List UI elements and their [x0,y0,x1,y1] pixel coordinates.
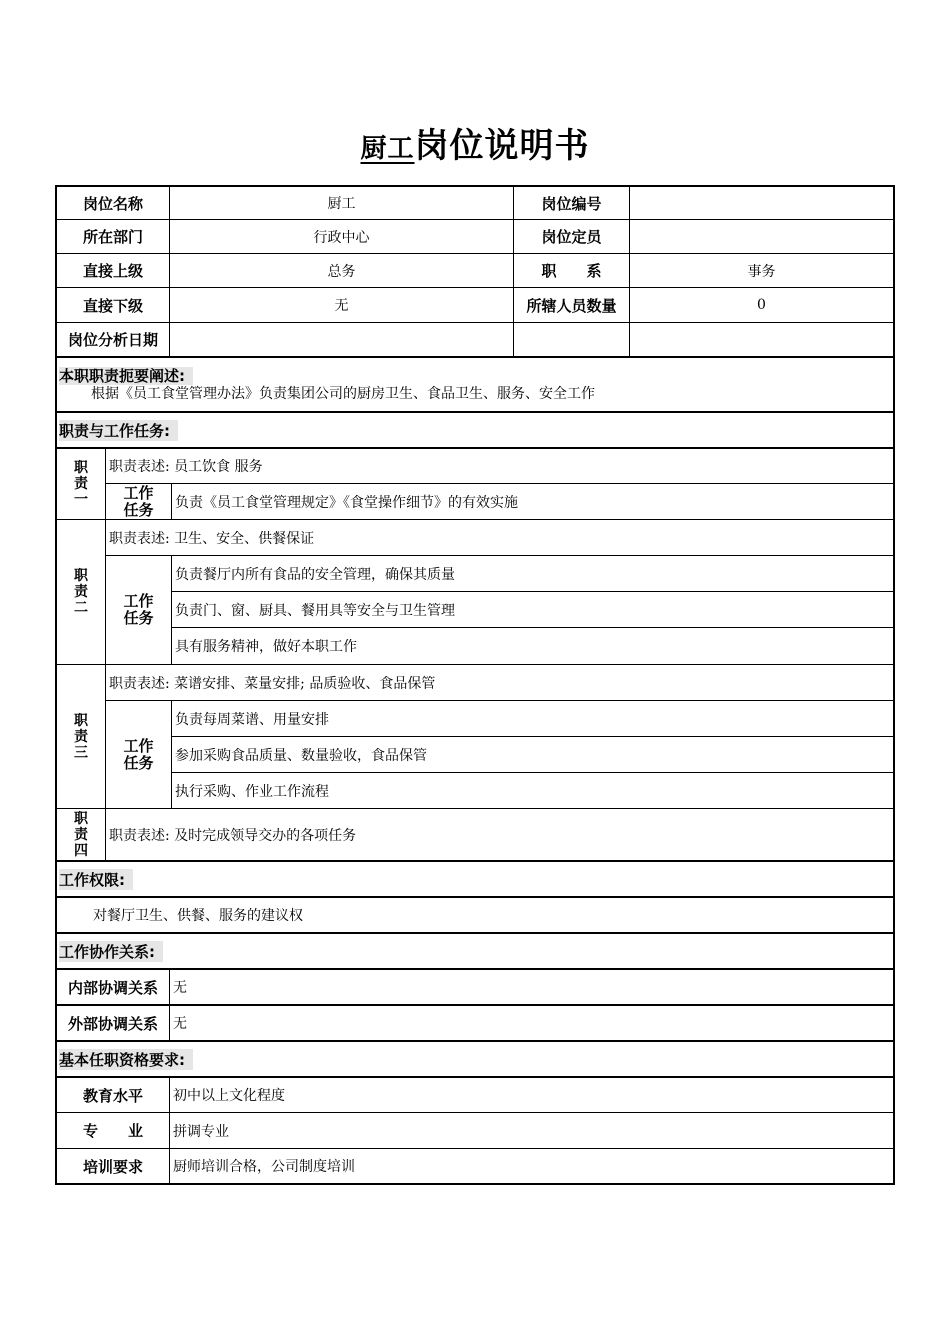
relations-heading: 工作协作关系: [57,934,893,968]
duty-2-task-3: 具有服务精神，做好本职工作 [175,639,357,655]
value-department: 行政中心 [313,229,370,246]
duty-2-task-2: 负责门、窗、厨具、餐用具等安全与卫生管理 [175,602,455,619]
duty-2-statement: 职责表述: 卫生、安全、供餐保证 [109,530,315,547]
duty-3-label: 职 责 三 [74,712,88,761]
duty-1-task-1: 负责《员工食堂管理规定》《食堂操作细节》的有效实施 [175,494,518,511]
authority-heading: 工作权限: [57,862,893,896]
value-subordinate: 无 [334,298,349,314]
label-quota: 岗位定员 [541,228,602,246]
value-education: 初中以上文化程度 [173,1088,285,1104]
value-analysis-date-extra2 [630,323,893,356]
value-quota [630,220,893,253]
summary-text: 根据《员工食堂管理办法》负责集团公司的厨房卫生、食品卫生、服务、安全工作 [91,386,595,402]
duty-1-label: 职 责 一 [74,459,88,508]
duty-4-label: 职 责 四 [74,810,88,859]
value-training: 厨师培训合格，公司制度培训 [173,1159,355,1175]
summary-heading: 本职职责扼要阐述: [57,367,893,385]
page-title [0,118,950,167]
label-training: 培训要求 [82,1157,143,1176]
duty-3-task-3: 执行采购、作业工作流程 [175,783,329,800]
value-analysis-date-extra [514,323,629,356]
value-position-code [630,187,893,219]
duty-2-task-1: 负责餐厅内所有食品的安全管理，确保其质量 [175,566,455,583]
label-department: 所在部门 [82,228,143,246]
duty-2-label: 职 责 二 [74,568,88,616]
value-internal-relations: 无 [173,980,187,996]
duty-4-statement: 职责表述: 及时完成领导交办的各项任务 [109,827,357,844]
duty-1-statement: 职责表述: 员工饮食 服务 [109,458,263,475]
label-external-relations: 外部协调关系 [67,1014,158,1033]
value-position-name: 厨工 [327,196,356,212]
value-external-relations: 无 [173,1016,187,1032]
duty-3-statement: 职责表述: 菜谱安排、菜量安排; 品质验收、食品保管 [109,675,436,692]
label-education: 教育水平 [82,1086,143,1105]
value-superior: 总务 [327,263,356,280]
label-major: 专 业 [82,1122,143,1140]
position-name: 厨工 [360,134,415,164]
duties-heading: 职责与工作任务: [57,413,893,447]
label-subordinate: 直接下级 [82,296,143,315]
duty-2-task-label: 工作 任务 [123,592,154,627]
qualifications-heading: 基本任职资格要求: [57,1042,893,1076]
value-major: 拼调专业 [173,1123,229,1140]
duty-1-task-label: 工作 任务 [123,483,154,519]
label-position-name: 岗位名称 [82,194,143,213]
label-position-code: 岗位编号 [541,194,602,213]
duty-3-task-2: 参加采购食品质量、数量验收，食品保管 [175,747,427,764]
value-staff-count: 0 [757,297,766,313]
title-suffix: 岗位说明书 [414,126,590,166]
label-superior: 直接上级 [82,262,143,280]
value-job-series: 事务 [747,263,776,280]
label-internal-relations: 内部协调关系 [67,978,158,997]
label-job-series: 职 系 [541,262,602,280]
job-description-table [55,185,895,1185]
authority-text: 对餐厅卫生、供餐、服务的建议权 [93,908,303,924]
label-analysis-date: 岗位分析日期 [67,331,158,349]
value-analysis-date [170,323,513,356]
label-staff-count: 所辖人员数量 [526,296,617,315]
duty-3-task-label: 工作 任务 [123,736,154,772]
duty-3-task-1: 负责每周菜谱、用量安排 [175,711,329,728]
